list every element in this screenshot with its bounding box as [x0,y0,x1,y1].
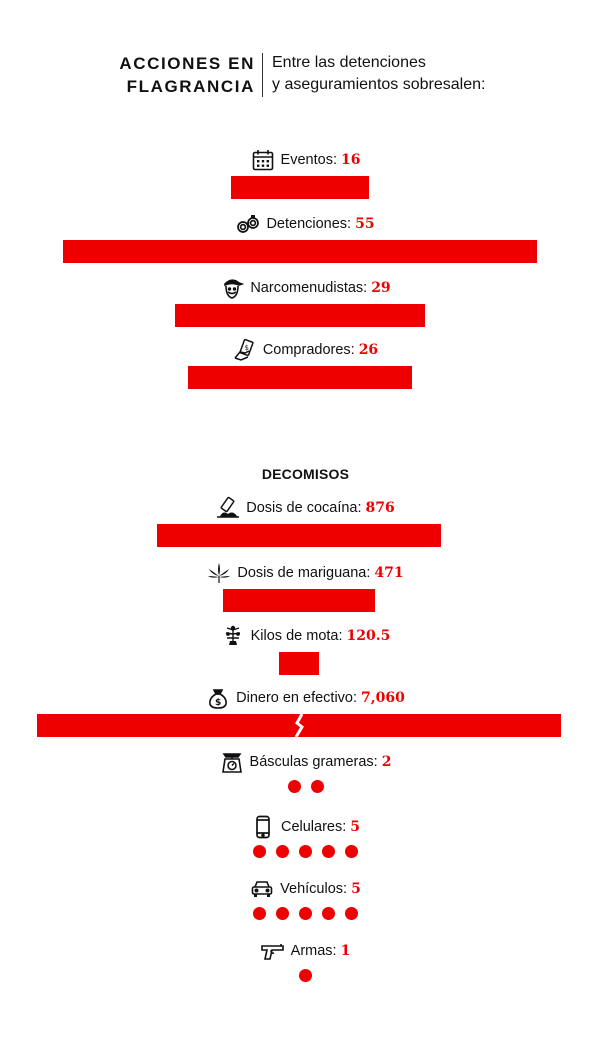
bar [188,366,412,389]
dot [253,845,266,858]
bar [223,589,376,612]
dot [311,780,324,793]
dot [299,969,312,982]
dot [276,907,289,920]
dot-row [0,845,611,858]
data-label: 7,060 [361,690,405,706]
car-icon [250,877,274,901]
data-label: 876 [365,500,395,516]
data-label: 29 [371,280,391,296]
data-label: 5 [350,819,361,835]
gun-icon [261,939,285,963]
scale-icon [220,750,244,774]
category-label: Kilos de mota: [250,628,343,644]
data-label: 1 [340,943,351,959]
dot [345,907,358,920]
title-separator [262,53,263,97]
svg-text:$: $ [215,698,222,708]
data-label: 16 [340,152,361,168]
data-label: 2 [381,754,392,770]
row-label [0,686,611,710]
cocaine-icon [216,496,240,520]
bar [231,176,369,199]
row-label [0,877,611,901]
data-label: 55 [355,216,375,232]
category-label: Narcomenudistas: [250,280,368,296]
dot [322,907,335,920]
decomisos-title: DECOMISOS [261,466,350,482]
row-label [0,561,611,585]
category-label: Armas: [290,943,337,959]
dot-row [0,780,611,793]
category-label: Vehículos: [280,881,348,897]
bar [279,652,318,675]
marijuana-leaf-icon [207,561,231,585]
row-label [0,624,611,648]
title-line-1: ACCIONES EN [119,54,255,73]
money-bag-icon [206,686,230,710]
dot [276,845,289,858]
category-label: Eventos: [280,152,337,168]
data-label: 26 [358,342,379,358]
dot [345,845,358,858]
row-label [0,939,611,963]
data-label: 471 [374,565,404,581]
dot [288,780,301,793]
category-label: Dinero en efectivo: [236,690,358,706]
category-label: Celulares: [280,819,347,835]
row-label [0,815,611,839]
subtitle-line-1: Entre las detenciones [272,54,426,71]
dot [299,907,312,920]
subtitle-line-2: y aseguramientos sobresalen: [272,76,486,93]
dealer-icon [220,276,244,300]
row-label [0,148,611,172]
row-label [0,750,611,774]
bar [63,240,537,263]
category-label: Dosis de cocaína: [246,500,362,516]
page-title [119,52,255,98]
dot [253,907,266,920]
axis-break [37,714,561,737]
page-subtitle [272,52,485,96]
row-label [0,212,611,236]
category-label: Detenciones: [266,216,352,232]
phone-icon [251,815,275,839]
dot [322,845,335,858]
bar [175,304,425,327]
bar [37,714,561,737]
dot-row [0,907,611,920]
category-label: Compradores: [262,342,355,358]
marijuana-plant-icon [221,624,245,648]
row-label [0,276,611,300]
category-label: Dosis de mariguana: [237,565,371,581]
money-hand-icon [233,338,257,362]
bar [157,524,441,547]
data-label: 5 [351,881,361,897]
data-label: 120.5 [346,628,391,644]
handcuffs-icon [236,212,260,236]
row-label [0,338,611,362]
calendar-icon [251,148,275,172]
title-line-2: FLAGRANCIA [126,77,255,96]
dot [299,845,312,858]
row-label [0,496,611,520]
svg-text:$: $ [244,344,249,352]
header [0,50,611,100]
dot-row [0,969,611,982]
category-label: Básculas grameras: [249,754,378,770]
